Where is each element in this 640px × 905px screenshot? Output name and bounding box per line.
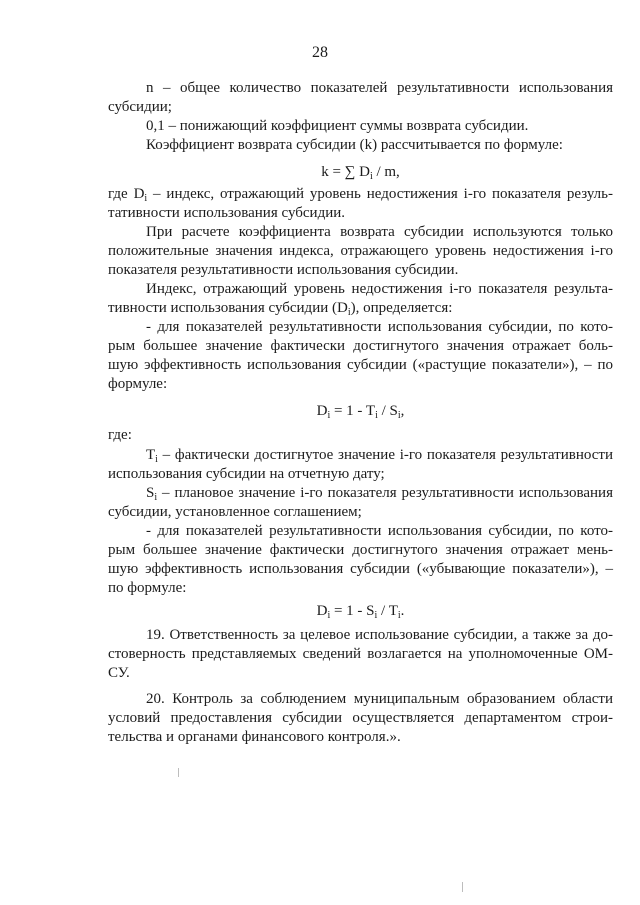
scan-mark [178, 768, 179, 777]
text-line: где $D_i$ – индекс, отражающий уровень недостижения i-го показателя резуль- [108, 186, 613, 204]
text-line: 0,1 – понижающий коэффициент суммы возврата субсидии. [146, 118, 529, 134]
text-line: тивности использования субсидии $(D_i)$, определяется: [108, 300, 453, 318]
page-number: 28 [312, 44, 328, 61]
text-line: СУ. [108, 665, 130, 681]
text-line: субсидии; [108, 99, 172, 115]
text-line: положительные значения индекса, отражающего уровень недостижения i-го [108, 243, 613, 259]
text-line: Индекс, отражающий уровень недостижения i-го показателя результа- [146, 281, 613, 297]
text-line: использования субсидии на отчетную дату; [108, 466, 385, 482]
text-line: $T_i$ – фактически достигнутое значение i-го показателя результативности [146, 447, 613, 465]
formula-decreasing: $D_i = 1 - S_i / T_i$. [316, 603, 405, 621]
text-line: по формуле: [108, 580, 187, 596]
text-line: показателя результативности использования субсидии. [108, 262, 459, 278]
text-line: тативности использования субсидии. [108, 205, 346, 221]
text-line: - для показателей результативности использования субсидии, по кото- [146, 319, 613, 335]
formula-k: k = ∑ $D_i$ / m, [321, 164, 400, 182]
text-line: рым большее значение фактически достигнутого значения отражает мень- [108, 542, 613, 558]
scan-mark [462, 882, 463, 892]
text-line: шую эффективность использования субсидии («растущие показатели»), – по [108, 357, 613, 373]
text-line: 20. Контроль за соблюдением муниципальным образованием области [146, 691, 613, 707]
text-line: рым большее значение фактически достигнутого значения отражает боль- [108, 338, 613, 354]
text-line: n – общее количество показателей результативности использования [146, 80, 613, 96]
formula-growing: $D_i = 1 - T_i / S_i$, [316, 403, 405, 421]
text-line: субсидии, установленное соглашением; [108, 504, 362, 520]
text-line: формуле: [108, 376, 168, 392]
text-line: шую эффективность использования субсидии («убывающие показатели»), – [108, 561, 613, 577]
text-line: При расчете коэффициента возврата субсидии используются только [146, 224, 613, 240]
text-line: - для показателей результативности использования субсидии, по кото- [146, 523, 613, 539]
text-line: 19. Ответственность за целевое использование субсидии, а также за до- [146, 627, 613, 643]
text-line: стоверность представляемых сведений возлагается на уполномоченные ОМ- [108, 646, 613, 662]
text-line: условий предоставления субсидии осуществляется департаментом строи- [108, 710, 613, 726]
text-line: $S_i$ – плановое значение i-го показателя результативности использования [146, 485, 613, 503]
text-line: Коэффициент возврата субсидии (k) рассчитывается по формуле: [146, 137, 563, 153]
text-line: где: [108, 427, 132, 443]
text-line: тельства и органами финансового контроля.». [108, 729, 401, 745]
